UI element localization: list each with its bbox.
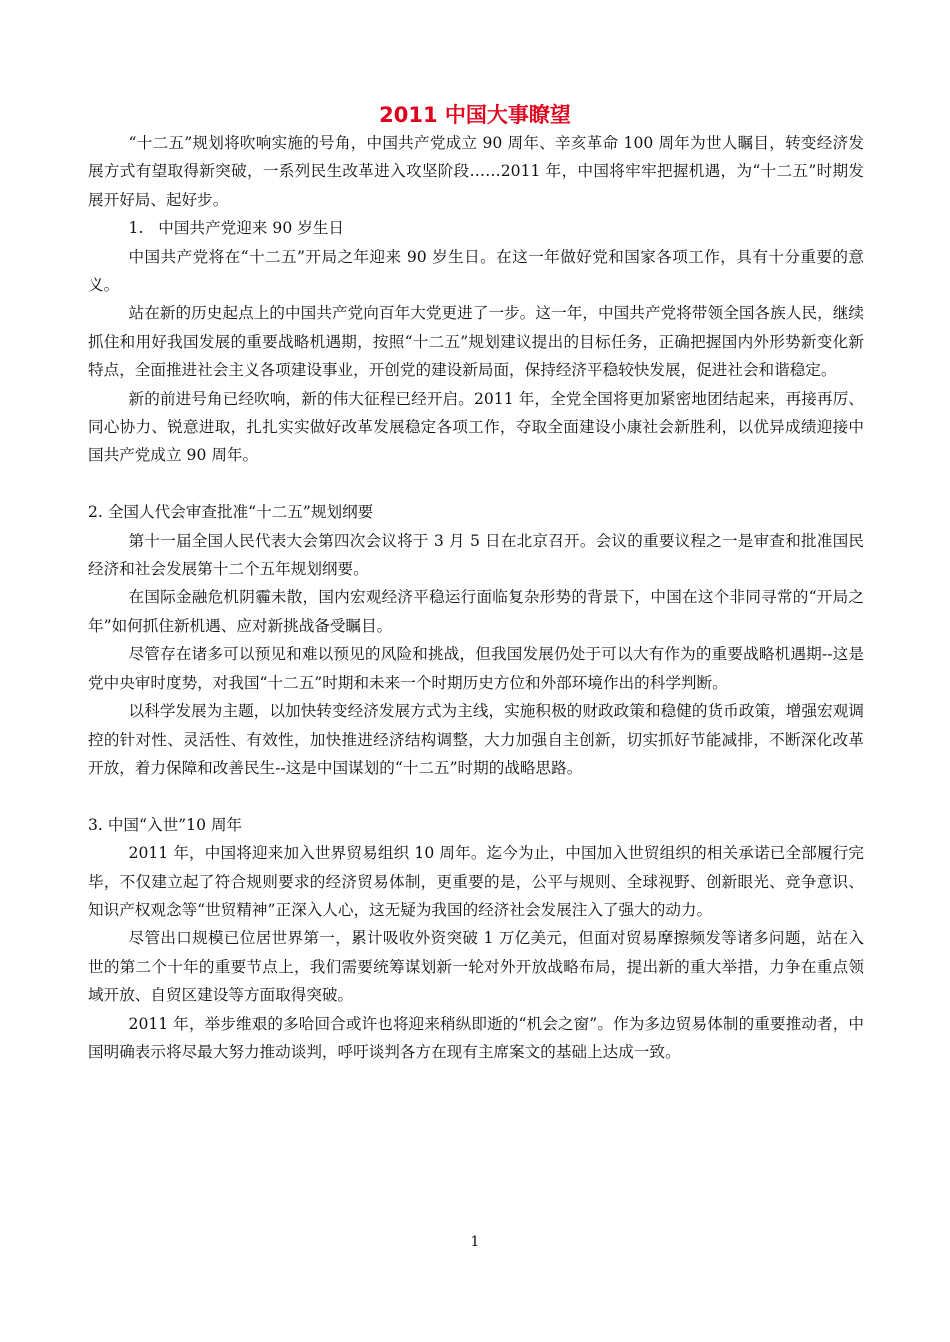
section-1-paragraph-1: 中国共产党将在“十二五”开局之年迎来 90 岁生日。在这一年做好党和国家各项工作，具有十分重要的意义。 — [88, 247, 864, 295]
section-2-paragraph-4: 以科学发展为主题，以加快转变经济发展方式为主线，实施积极的财政政策和稳健的货币政策，增强宏观调控的针对性、灵活性、有效性，加快推进经济结构调整，大力加强自主创新，切实抓好节能减排，不断深化改革开放，着力保障和改善民生--这是中国谋划的“十二五”时期的战略思路。 — [88, 702, 864, 777]
section-1-paragraph-3: 新的前进号角已经吹响，新的伟大征程已经开启。2011 年，全党全国将更加紧密地团结起来，再接再厉、同心协力、锐意进取，扎扎实实做好改革发展稳定各项工作，夺取全面建设小康社会新胜利，以优异成绩迎接中国共产党成立 90 周年。 — [88, 389, 864, 465]
section-2-heading: 2. 全国人代会审查批准“十二五”规划纲要 — [88, 503, 374, 522]
section-3-heading: 3. 中国“入世”10 周年 — [88, 815, 243, 834]
section-1-heading: 1. 中国共产党迎来 90 岁生日 — [128, 219, 344, 238]
document-title: 2011 中国大事瞭望 — [379, 103, 571, 127]
section-3-paragraph-2: 尽管出口规模已位居世界第一，累计吸收外资突破 1 万亿美元，但面对贸易摩擦频发等诸多问题，站在入世的第二个十年的重要节点上，我们需要统筹谋划新一轮对外开放战略布局，提出新的重大举措，力争在重点领域开放、自贸区建设等方面取得突破。 — [88, 929, 864, 1005]
intro-paragraph: “十二五”规划将吹响实施的号角，中国共产党成立 90 周年、辛亥革命 100 周年为世人瞩目，转变经济发展方式有望取得新突破，一系列民生改革进入攻坚阶段……2011 年，中国将牢牢把握机遇，为“十二五”时期发展开好局、起好步。 — [88, 134, 864, 209]
section-2-paragraph-2: 在国际金融危机阴霾未散，国内宏观经济平稳运行面临复杂形势的背景下，中国在这个非同寻常的“开局之年”如何抓住新机遇、应对新挑战备受瞩目。 — [88, 588, 864, 635]
section-2-paragraph-3: 尽管存在诸多可以预见和难以预见的风险和挑战，但我国发展仍处于可以大有作为的重要战略机遇期--这是党中央审时度势，对我国“十二五”时期和未来一个时期历史方位和外部环境作出的科学判断。 — [88, 645, 864, 692]
document-body — [88, 129, 864, 1066]
section-1-paragraph-2: 站在新的历史起点上的中国共产党向百年大党更进了一步。这一年，中国共产党将带领全国各族人民，继续抓住和用好我国发展的重要战略机遇期，按照“十二五”规划建议提出的目标任务，正确把握国内外形势新变化新特点，全面推进社会主义各项建设事业，开创党的建设新局面，保持经济平稳较快发展，促进社会和谐稳定。 — [88, 304, 864, 380]
section-3-paragraph-1: 2011 年，中国将迎来加入世界贸易组织 10 周年。迄今为止，中国加入世贸组织的相关承诺已全部履行完毕，不仅建立起了符合规则要求的经济贸易体制，更重要的是，公平与规则、全球视野、创新眼光、竞争意识、知识产权观念等“世贸精神”正深入人心，这无疑为我国的经济社会发展注入了强大的动力。 — [88, 844, 864, 919]
page-number: 1 — [470, 1234, 480, 1250]
section-3-paragraph-3: 2011 年，举步维艰的多哈回合或许也将迎来稍纵即逝的“机会之窗”。作为多边贸易体制的重要推动者，中国明确表示将尽最大努力推动谈判，呼吁谈判各方在现有主席案文的基础上达成一致。 — [88, 1014, 864, 1061]
section-2-paragraph-1: 第十一届全国人民代表大会第四次会议将于 3 月 5 日在北京召开。会议的重要议程之一是审查和批准国民经济和社会发展第十二个五年规划纲要。 — [88, 531, 864, 579]
